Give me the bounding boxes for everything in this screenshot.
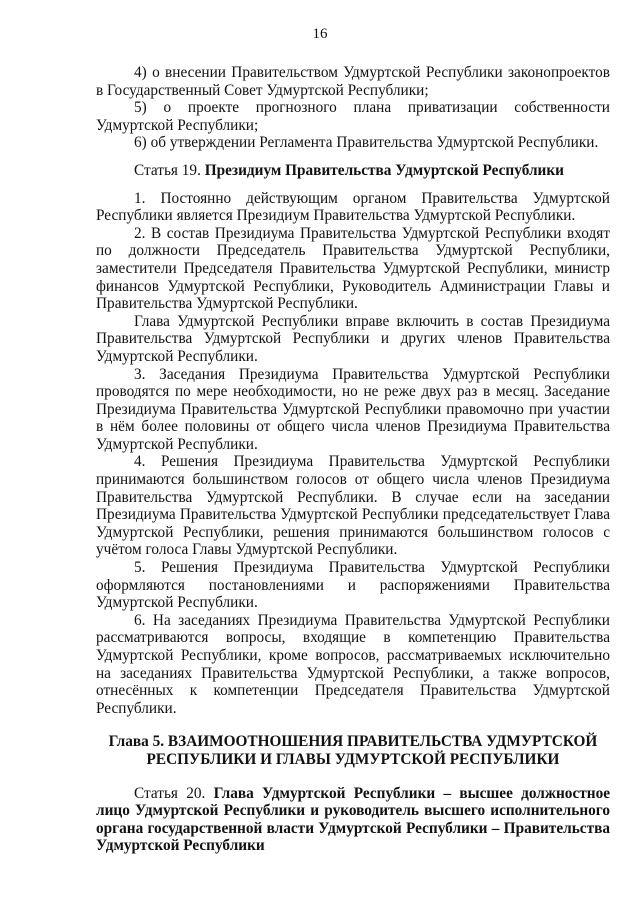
article-19-paragraph-5: 5. Решения Президиума Правительства Удмуртской Республики оформляются постановлениями и распоряжениями Правительства Удмуртской Республики. [96,559,610,612]
article-19-paragraph-2: 2. В состав Президиума Правительства Удмуртской Республики входят по должности Председатель Правительства Удмуртской Республики, заместители Председателя Правительства Удмуртской Республики, министр финансов Удмуртской Республики, Руководитель Администрации Главы и Правительства Удмуртской Республики. [96,224,610,313]
page-number: 16 [312,26,328,42]
article-19-paragraph-1: 1. Постоянно действующим органом Правительства Удмуртской Республики является Президиум Правительства Удмуртской Республики. [96,189,610,225]
article-19-title: Президиум Правительства Удмуртской Республики [204,161,564,179]
list-item-6: 6) об утверждении Регламента Правительства Удмуртской Республики. [134,134,599,152]
article-20-heading [96,785,610,855]
article-19-heading [96,162,610,180]
article-19-prefix: Статья 19. [134,161,205,179]
list-item-5: 5) о проекте прогнозного плана приватизации собственности Удмуртской Республики; [96,99,610,134]
article-19-paragraph-3: 3. Заседания Президиума Правительства Удмуртской Республики проводятся по мере необходимости, но не реже двух раз в месяц. Заседание Президиума Правительства Удмуртской Республики правомочно при участии в нём более половины от общего числа членов Президиума Правительства Удмуртской Республики. [96,365,610,453]
page-content [96,64,610,855]
article-19-paragraph-4: 4. Решения Президиума Правительства Удмуртской Республики принимаются большинством голосов от общего числа членов Президиума Правительства Удмуртской Республики. В случае если на заседании Президиума Правительства Удмуртской Республики председательствует Глава Удмуртской Республики, решения принимаются большинством голосов с учётом голоса Главы Удмуртской Республики. [96,453,610,559]
article-20-prefix: Статья 20. [134,784,214,802]
article-20-title: Глава Удмуртской Республики – высшее должностное лицо Удмуртской Республики и руководитель высшего исполнительного органа государственной власти Удмуртской Республики – Правительства Удмуртской Республики [96,784,611,855]
chapter-5-heading-line-2: РЕСПУБЛИКИ И ГЛАВЫ УДМУРТСКОЙ РЕСПУБЛИКИ [146,750,560,768]
chapter-5-heading-line-1: Глава 5. ВЗАИМООТНОШЕНИЯ ПРАВИТЕЛЬСТВА УДМУРТСКОЙ [108,733,598,751]
chapter-5-heading [96,733,610,768]
list-item-4: 4) о внесении Правительством Удмуртской Республики законопроектов в Государственный Совет Удмуртской Республики; [96,64,610,99]
article-19-paragraph-6: 6. На заседаниях Президиума Правительства Удмуртской Республики рассматриваются вопросы, входящие в компетенцию Правительства Удмуртской Республики, кроме вопросов, рассматриваемых исключительно на заседаниях Правительства Удмуртской Республики, а также вопросов, отнесённых к компетенции Председателя Правительства Удмуртской Республики. [96,611,610,717]
article-19-paragraph-2b: Глава Удмуртской Республики вправе включить в состав Президиума Правительства Удмуртской Республики и других членов Правительства Удмуртской Республики. [96,312,610,365]
